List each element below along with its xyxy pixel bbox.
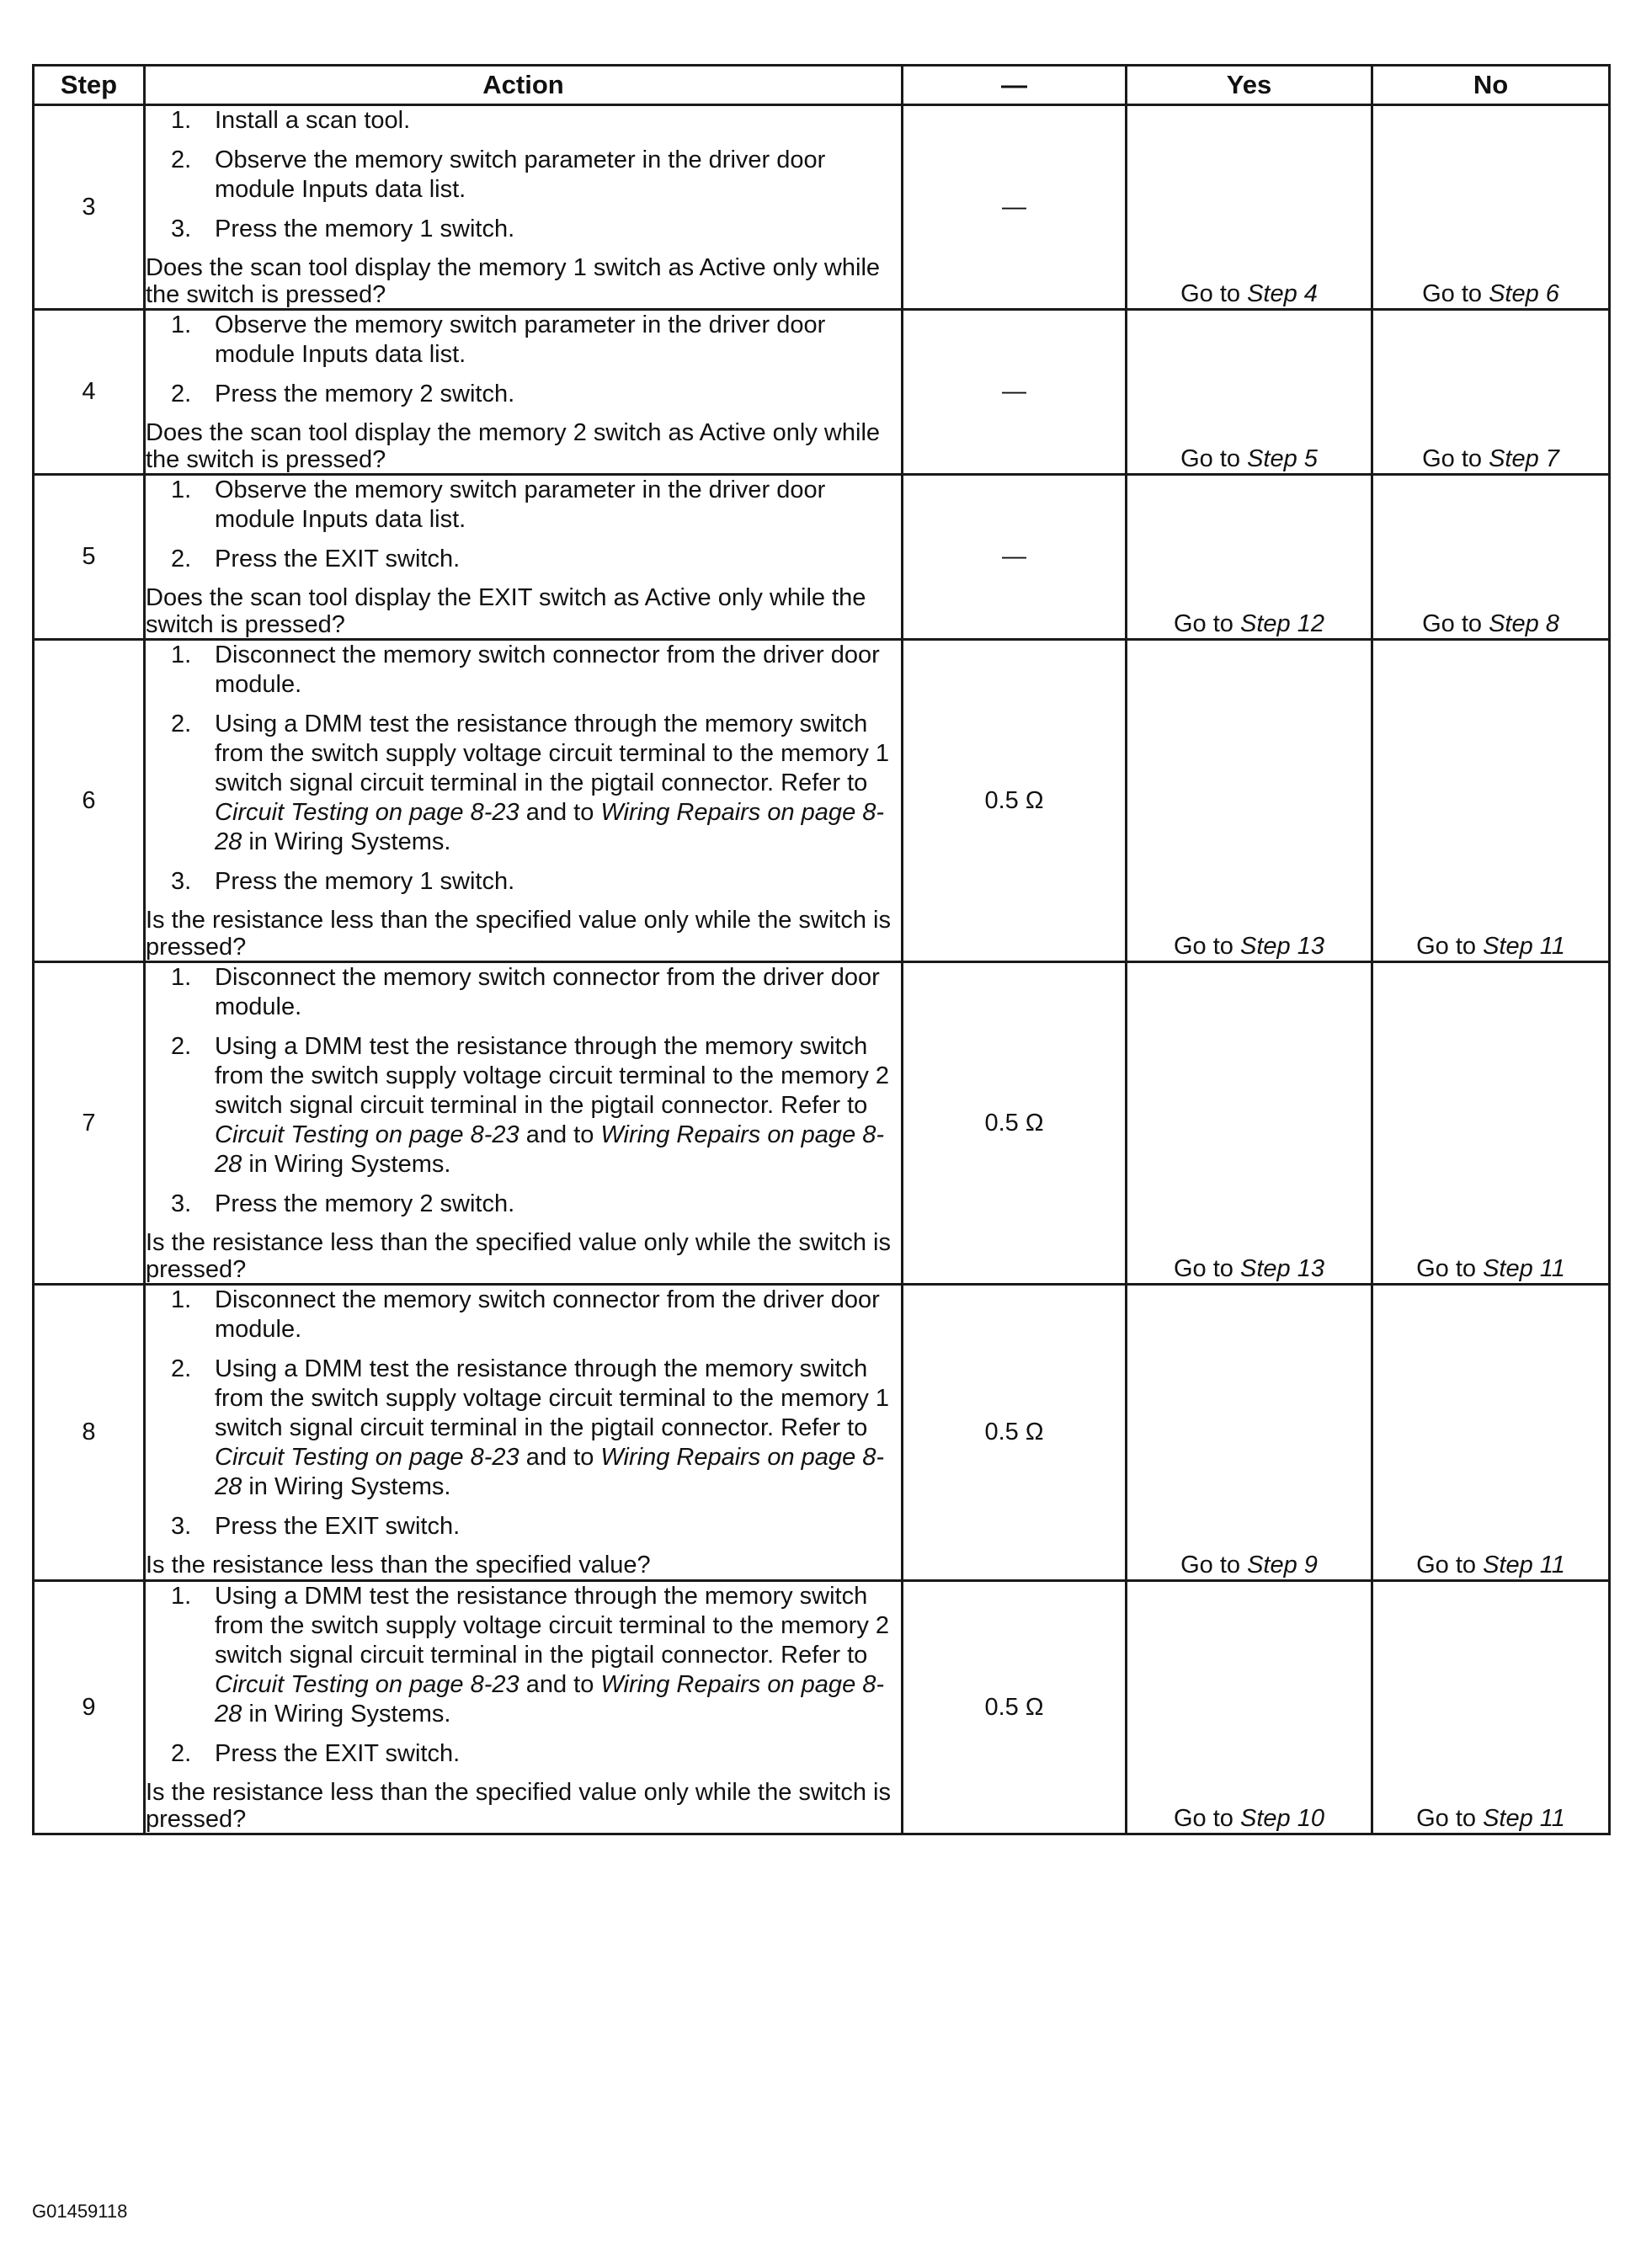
no-step-reference: Step 11 xyxy=(1483,1552,1565,1579)
step-question: Is the resistance less than the specified value? xyxy=(146,1552,651,1579)
action-step-item xyxy=(171,963,901,1022)
diagnostic-table-page xyxy=(32,64,1608,1835)
action-step-item xyxy=(171,867,901,897)
spec-value: — xyxy=(903,310,1127,475)
action-steps-list xyxy=(146,476,901,574)
manual-reference: Circuit Testing on page 8-23 xyxy=(215,799,519,826)
action-step-text: in Wiring Systems. xyxy=(242,1151,451,1178)
action-cell xyxy=(145,105,903,310)
yes-goto-text: Go to xyxy=(1174,1805,1240,1832)
spec-value: 0.5 Ω xyxy=(903,640,1127,962)
action-step-item xyxy=(171,476,901,535)
yes-step-reference: Step 5 xyxy=(1247,445,1318,472)
action-step-text: and to xyxy=(519,1121,601,1148)
table-row xyxy=(34,1581,1610,1834)
action-step-text: Press the memory 2 switch. xyxy=(215,381,515,407)
action-step-number: 1. xyxy=(171,107,192,134)
action-step-number: 1. xyxy=(171,476,192,503)
figure-code: G01459118 xyxy=(32,2201,128,2222)
yes-step-reference: Step 10 xyxy=(1240,1805,1324,1832)
manual-reference: Circuit Testing on page 8-23 xyxy=(215,1121,519,1148)
manual-reference: Wiring Repairs on page 8-28 xyxy=(215,1671,885,1728)
no-goto-text: Go to xyxy=(1422,610,1489,637)
action-step-item xyxy=(171,710,901,857)
spec-value: — xyxy=(903,105,1127,310)
action-step-number: 3. xyxy=(171,216,192,242)
action-step-item xyxy=(171,311,901,370)
step-number: 7 xyxy=(34,962,145,1285)
no-step-reference: Step 11 xyxy=(1483,1255,1565,1282)
table-row xyxy=(34,640,1610,962)
no-branch xyxy=(1372,1581,1610,1834)
action-step-number: 1. xyxy=(171,311,192,338)
action-step-number: 2. xyxy=(171,546,192,572)
yes-branch xyxy=(1127,1285,1372,1581)
no-goto-text: Go to xyxy=(1416,1805,1484,1832)
action-step-text: and to xyxy=(519,1444,601,1471)
manual-reference: Circuit Testing on page 8-23 xyxy=(215,1671,519,1698)
action-steps-list xyxy=(146,641,901,897)
step-question: Is the resistance less than the specified value only while the switch is pressed? xyxy=(146,1779,891,1833)
step-question: Is the resistance less than the specified value only while the switch is pressed? xyxy=(146,1229,891,1283)
action-step-text: Using a DMM test the resistance through the memory switch from the switch supply voltage circuit terminal to the memory 2 switch signal circuit terminal in the pigtail connector. Refer to xyxy=(215,1583,890,1669)
table-header xyxy=(34,66,1610,105)
table-body xyxy=(34,105,1610,1834)
no-goto-text: Go to xyxy=(1422,280,1489,307)
action-step-number: 1. xyxy=(171,642,192,668)
step-question: Is the resistance less than the specified value only while the switch is pressed? xyxy=(146,907,891,961)
table-row xyxy=(34,1285,1610,1581)
yes-goto-text: Go to xyxy=(1174,933,1240,960)
yes-step-reference: Step 13 xyxy=(1240,933,1324,960)
yes-branch xyxy=(1127,105,1372,310)
action-step-text: Disconnect the memory switch connector from the driver door module. xyxy=(215,1286,880,1343)
action-step-text: Using a DMM test the resistance through the memory switch from the switch supply voltage circuit terminal to the memory 1 switch signal circuit terminal in the pigtail connector. Refer to xyxy=(215,711,890,796)
no-branch xyxy=(1372,962,1610,1285)
yes-goto-text: Go to xyxy=(1180,280,1248,307)
manual-reference: Wiring Repairs on page 8-28 xyxy=(215,799,885,855)
yes-step-reference: Step 9 xyxy=(1247,1552,1318,1579)
no-branch xyxy=(1372,1285,1610,1581)
action-step-text: Press the EXIT switch. xyxy=(215,1740,461,1767)
no-branch xyxy=(1372,105,1610,310)
header-step: Step xyxy=(34,66,145,105)
step-question: Does the scan tool display the memory 2 switch as Active only while the switch is pressed? xyxy=(146,419,881,473)
action-step-text: Disconnect the memory switch connector from the driver door module. xyxy=(215,964,880,1020)
diagnostic-table xyxy=(32,64,1611,1835)
yes-goto-text: Go to xyxy=(1174,610,1240,637)
action-step-number: 3. xyxy=(171,1190,192,1217)
action-step-text: Press the memory 1 switch. xyxy=(215,868,515,895)
action-cell xyxy=(145,475,903,640)
spec-value: — xyxy=(903,475,1127,640)
step-number: 4 xyxy=(34,310,145,475)
action-steps-list xyxy=(146,106,901,244)
no-branch xyxy=(1372,640,1610,962)
yes-goto-text: Go to xyxy=(1180,445,1248,472)
action-step-number: 1. xyxy=(171,1583,192,1610)
action-step-text: Press the memory 1 switch. xyxy=(215,216,515,242)
no-step-reference: Step 8 xyxy=(1489,610,1559,637)
header-row xyxy=(34,66,1610,105)
step-question: Does the scan tool display the EXIT switch as Active only while the switch is pressed? xyxy=(146,584,866,638)
action-cell xyxy=(145,1285,903,1581)
header-action: Action xyxy=(145,66,903,105)
action-step-text: in Wiring Systems. xyxy=(242,1701,451,1728)
step-number: 8 xyxy=(34,1285,145,1581)
action-steps-list xyxy=(146,1582,901,1769)
action-step-item xyxy=(171,1512,901,1541)
header-value: — xyxy=(903,66,1127,105)
no-goto-text: Go to xyxy=(1416,1552,1484,1579)
action-step-item xyxy=(171,380,901,409)
yes-step-reference: Step 4 xyxy=(1247,280,1318,307)
manual-reference: Circuit Testing on page 8-23 xyxy=(215,1444,519,1471)
action-step-text: Observe the memory switch parameter in the driver door module Inputs data list. xyxy=(215,476,826,533)
action-step-number: 3. xyxy=(171,1513,192,1540)
action-cell xyxy=(145,640,903,962)
action-step-item xyxy=(171,215,901,244)
action-step-item xyxy=(171,1286,901,1344)
action-step-item xyxy=(171,1032,901,1179)
spec-value: 0.5 Ω xyxy=(903,1285,1127,1581)
action-step-text: Press the memory 2 switch. xyxy=(215,1190,515,1217)
table-row xyxy=(34,962,1610,1285)
action-step-item xyxy=(171,1739,901,1769)
action-step-item xyxy=(171,545,901,574)
yes-branch xyxy=(1127,962,1372,1285)
action-steps-list xyxy=(146,1286,901,1541)
action-step-item xyxy=(171,106,901,136)
action-steps-list xyxy=(146,311,901,409)
action-cell xyxy=(145,962,903,1285)
no-step-reference: Step 11 xyxy=(1483,933,1565,960)
action-step-item xyxy=(171,1355,901,1502)
action-step-item xyxy=(171,146,901,205)
no-step-reference: Step 6 xyxy=(1489,280,1559,307)
action-step-number: 2. xyxy=(171,1740,192,1767)
no-goto-text: Go to xyxy=(1422,445,1489,472)
no-branch xyxy=(1372,475,1610,640)
action-step-text: and to xyxy=(519,799,601,826)
manual-reference: Wiring Repairs on page 8-28 xyxy=(215,1444,885,1500)
yes-step-reference: Step 13 xyxy=(1240,1255,1324,1282)
action-step-text: Install a scan tool. xyxy=(215,107,411,134)
manual-reference: Wiring Repairs on page 8-28 xyxy=(215,1121,885,1178)
action-step-number: 2. xyxy=(171,1355,192,1382)
action-step-number: 2. xyxy=(171,146,192,173)
header-yes: Yes xyxy=(1127,66,1372,105)
action-step-item xyxy=(171,1582,901,1729)
yes-step-reference: Step 12 xyxy=(1240,610,1324,637)
action-step-item xyxy=(171,641,901,700)
action-step-item xyxy=(171,1190,901,1219)
action-step-text: Observe the memory switch parameter in the driver door module Inputs data list. xyxy=(215,146,826,203)
step-question: Does the scan tool display the memory 1 switch as Active only while the switch is pressed? xyxy=(146,254,881,308)
action-step-text: Press the EXIT switch. xyxy=(215,1513,461,1540)
step-number: 9 xyxy=(34,1581,145,1834)
action-step-number: 1. xyxy=(171,1286,192,1313)
action-step-number: 2. xyxy=(171,381,192,407)
no-goto-text: Go to xyxy=(1416,1255,1484,1282)
no-step-reference: Step 7 xyxy=(1489,445,1559,472)
table-row xyxy=(34,475,1610,640)
table-row xyxy=(34,105,1610,310)
yes-branch xyxy=(1127,1581,1372,1834)
header-no: No xyxy=(1372,66,1610,105)
yes-branch xyxy=(1127,640,1372,962)
action-step-number: 2. xyxy=(171,711,192,737)
action-steps-list xyxy=(146,963,901,1219)
action-step-number: 2. xyxy=(171,1033,192,1060)
step-number: 6 xyxy=(34,640,145,962)
action-step-text: Using a DMM test the resistance through the memory switch from the switch supply voltage circuit terminal to the memory 2 switch signal circuit terminal in the pigtail connector. Refer to xyxy=(215,1033,890,1119)
no-branch xyxy=(1372,310,1610,475)
yes-branch xyxy=(1127,310,1372,475)
table-row xyxy=(34,310,1610,475)
action-step-number: 3. xyxy=(171,868,192,895)
yes-goto-text: Go to xyxy=(1174,1255,1240,1282)
action-step-text: and to xyxy=(519,1671,601,1698)
action-step-text: Using a DMM test the resistance through the memory switch from the switch supply voltage circuit terminal to the memory 1 switch signal circuit terminal in the pigtail connector. Refer to xyxy=(215,1355,890,1441)
action-cell xyxy=(145,1581,903,1834)
action-step-text: in Wiring Systems. xyxy=(242,828,451,855)
spec-value: 0.5 Ω xyxy=(903,1581,1127,1834)
action-step-text: Disconnect the memory switch connector from the driver door module. xyxy=(215,642,880,698)
no-step-reference: Step 11 xyxy=(1483,1805,1565,1832)
no-goto-text: Go to xyxy=(1416,933,1484,960)
action-cell xyxy=(145,310,903,475)
yes-goto-text: Go to xyxy=(1180,1552,1248,1579)
action-step-text: Press the EXIT switch. xyxy=(215,546,461,572)
yes-branch xyxy=(1127,475,1372,640)
action-step-text: Observe the memory switch parameter in the driver door module Inputs data list. xyxy=(215,311,826,368)
action-step-text: in Wiring Systems. xyxy=(242,1473,451,1500)
step-number: 3 xyxy=(34,105,145,310)
spec-value: 0.5 Ω xyxy=(903,962,1127,1285)
step-number: 5 xyxy=(34,475,145,640)
action-step-number: 1. xyxy=(171,964,192,991)
